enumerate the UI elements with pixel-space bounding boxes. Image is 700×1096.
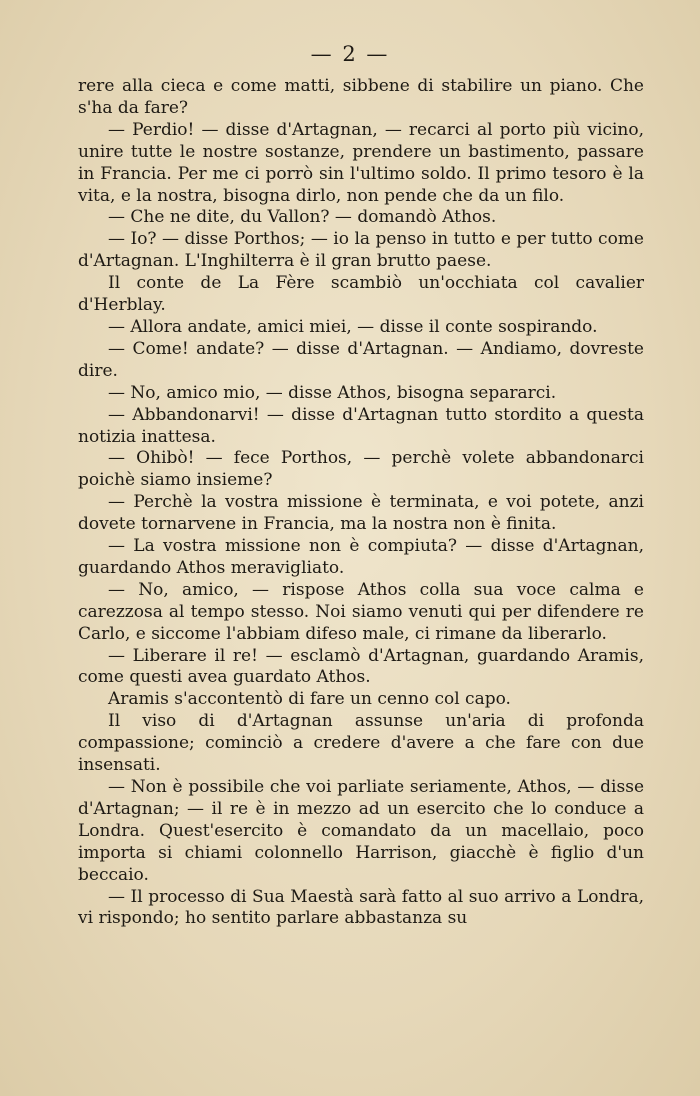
paragraph: — Perdio! — disse d'Artagnan, — recarci al porto più vicino, unire tutte le nostre sostanze, prendere un bastimento, passare in Francia. Per me ci porrò sin l'ultimo soldo. Il primo tesoro è la vita, e la nostra, bisogna dirlo, non pende che da un filo. xyxy=(78,119,644,206)
body-text xyxy=(78,76,644,930)
paragraph: Il viso di d'Artagnan assunse un'aria di profonda compassione; cominciò a credere d'avere a che fare con due insensati. xyxy=(78,711,644,776)
paragraph: — Come! andate? — disse d'Artagnan. — Andiamo, dovreste dire. xyxy=(78,338,644,381)
paragraph: — Liberare il re! — esclamò d'Artagnan, guardando Aramis, come questi avea guardato Athos. xyxy=(78,645,644,688)
paragraph: — Il processo di Sua Maestà sarà fatto al suo arrivo a Londra, vi rispondo; ho sentito parlare abbastanza su xyxy=(78,886,644,929)
paragraph: — Io? — disse Porthos; — io la penso in tutto e per tutto come d'Artagnan. L'Inghilterra è il gran brutto paese. xyxy=(78,229,644,272)
paragraph: — Ohibò! — fece Porthos, — perchè volete abbandonarci poichè siamo insieme? xyxy=(78,448,644,491)
paragraph: — No, amico, — rispose Athos colla sua voce calma e carezzosa al tempo stesso. Noi siamo venuti qui per difendere re Carlo, e siccome l'abbiam difeso male, ci rimane da liberarlo. xyxy=(78,579,644,644)
paragraph: — Perchè la vostra missione è terminata, e voi potete, anzi dovete tornarvene in Francia, ma la nostra non è finita. xyxy=(78,492,644,535)
paragraph: — Non è possibile che voi parliate seriamente, Athos, — disse d'Artagnan; — il re è in mezzo ad un esercito che lo conduce a Londra. Quest'esercito è comandato da un macellaio, poco importa si chiami colonnello Harrison, giacchè è figlio d'un beccaio. xyxy=(78,777,644,885)
paragraph: — Abbandonarvi! — disse d'Artagnan tutto stordito a questa notizia inattesa. xyxy=(78,404,644,447)
paragraph: rere alla cieca e come matti, sibbene di stabilire un piano. Che s'ha da fare? xyxy=(78,76,644,118)
paragraph: — Che ne dite, du Vallon? — domandò Athos. xyxy=(108,207,497,228)
paragraph: — No, amico mio, — disse Athos, bisogna separarci. xyxy=(108,382,557,403)
paragraph: Aramis s'accontentò di fare un cenno col capo. xyxy=(108,689,511,710)
page-number: — 2 — xyxy=(310,42,390,66)
paragraph: Il conte de La Fère scambiò un'occhiata col cavalier d'Herblay. xyxy=(78,273,644,316)
paragraph: — La vostra missione non è compiuta? — disse d'Artagnan, guardando Athos meravigliato. xyxy=(78,536,644,578)
paragraph: — Allora andate, amici miei, — disse il conte sospirando. xyxy=(108,316,598,337)
